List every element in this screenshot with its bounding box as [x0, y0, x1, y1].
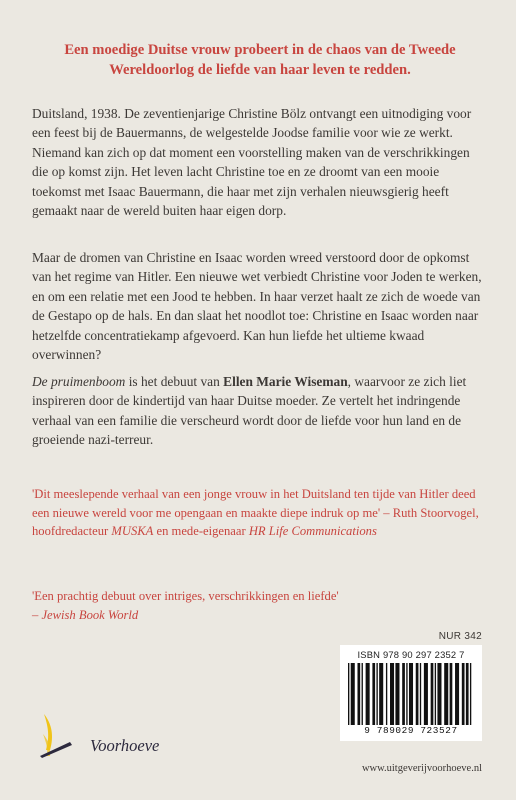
barcode-digits: 9 789029 723527: [364, 725, 458, 736]
quote-2-text: 'Een prachtig debuut over intriges, verschrikkingen en liefde': [32, 589, 339, 603]
publisher-name: Voorhoeve: [90, 736, 160, 755]
quill-icon: [34, 712, 84, 760]
isbn-number: ISBN 978 90 297 2352 7: [357, 649, 465, 660]
author-name: Ellen Marie Wiseman: [223, 374, 348, 389]
paragraph-3-mid: is het debuut van: [125, 374, 224, 389]
barcode-bars: [348, 663, 474, 725]
quote-1-company: HR Life Communications: [248, 524, 377, 539]
quote-1-magazine: MUSKA: [111, 524, 154, 539]
quote-2-source: – Jewish Book World: [32, 607, 139, 622]
paragraph-3: [32, 372, 484, 450]
paragraph-1: Duitsland, 1938. De zeventienjarige Christine Bölz ontvangt een uitnodiging voor een feest bij de Bauermanns, de welgestelde Joodse familie voor wie ze werkt. Niemand kan zich op dat moment een voorstelling maken van de verschrikkingen die op komst zijn. Het leven lacht Christine toe en ze droomt van een mooie toekomst met Isaac Bauermann, die haar met zijn verhalen nieuwsgierig heeft gemaakt naar de wereld buiten haar eigen dorp.: [32, 106, 472, 219]
barcode: [340, 645, 482, 741]
nur-code: NUR 342: [438, 631, 482, 642]
quote-1-mid: en mede-eigenaar: [153, 524, 249, 539]
tagline: Een moedige Duitse vrouw probeert in de chaos van de Tweede Wereldoorlog de liefde van haar leven te redden.: [64, 42, 456, 78]
paragraph-2: Maar de dromen van Christine en Isaac worden wreed verstoord door de opkomst van het regime van Hitler. Een nieuwe wet verbiedt Christine voor Joden te werken, en om een relatie met een Jood te hebben. In haar verzet haalt ze zich de woede van de Gestapo op de hals. En dan slaat het noodlot toe: Christine en Isaac worden naar hetzelfde concentratiekamp afgevoerd. Kan hun liefde het ultieme kwaad overwinnen?: [32, 250, 482, 363]
quote-1-text: 'Dit meeslepende verhaal van een jonge vrouw in het Duitsland ten tijde van Hitler deed een nieuwe wereld voor me opengaan en maakte diepe indruk op me' – Ruth Stoorvogel, hoofdredacteur: [32, 487, 479, 539]
paragraph-3-rest: , waarvoor ze zich liet inspireren door de kindertijd van haar Duitse moeder. Ze vertelt het indringende verhaal van een familie die verscheurd wordt door de liefde voor hun land en de groeiende nazi-terreur.: [32, 374, 467, 448]
publisher-website: www.uitgeverijvoorhoeve.nl: [361, 763, 482, 774]
review-quote-1: [32, 485, 484, 541]
book-title: De pruimenboom: [32, 374, 126, 389]
review-quote-2: [32, 587, 484, 624]
publisher-logo: [34, 712, 194, 762]
